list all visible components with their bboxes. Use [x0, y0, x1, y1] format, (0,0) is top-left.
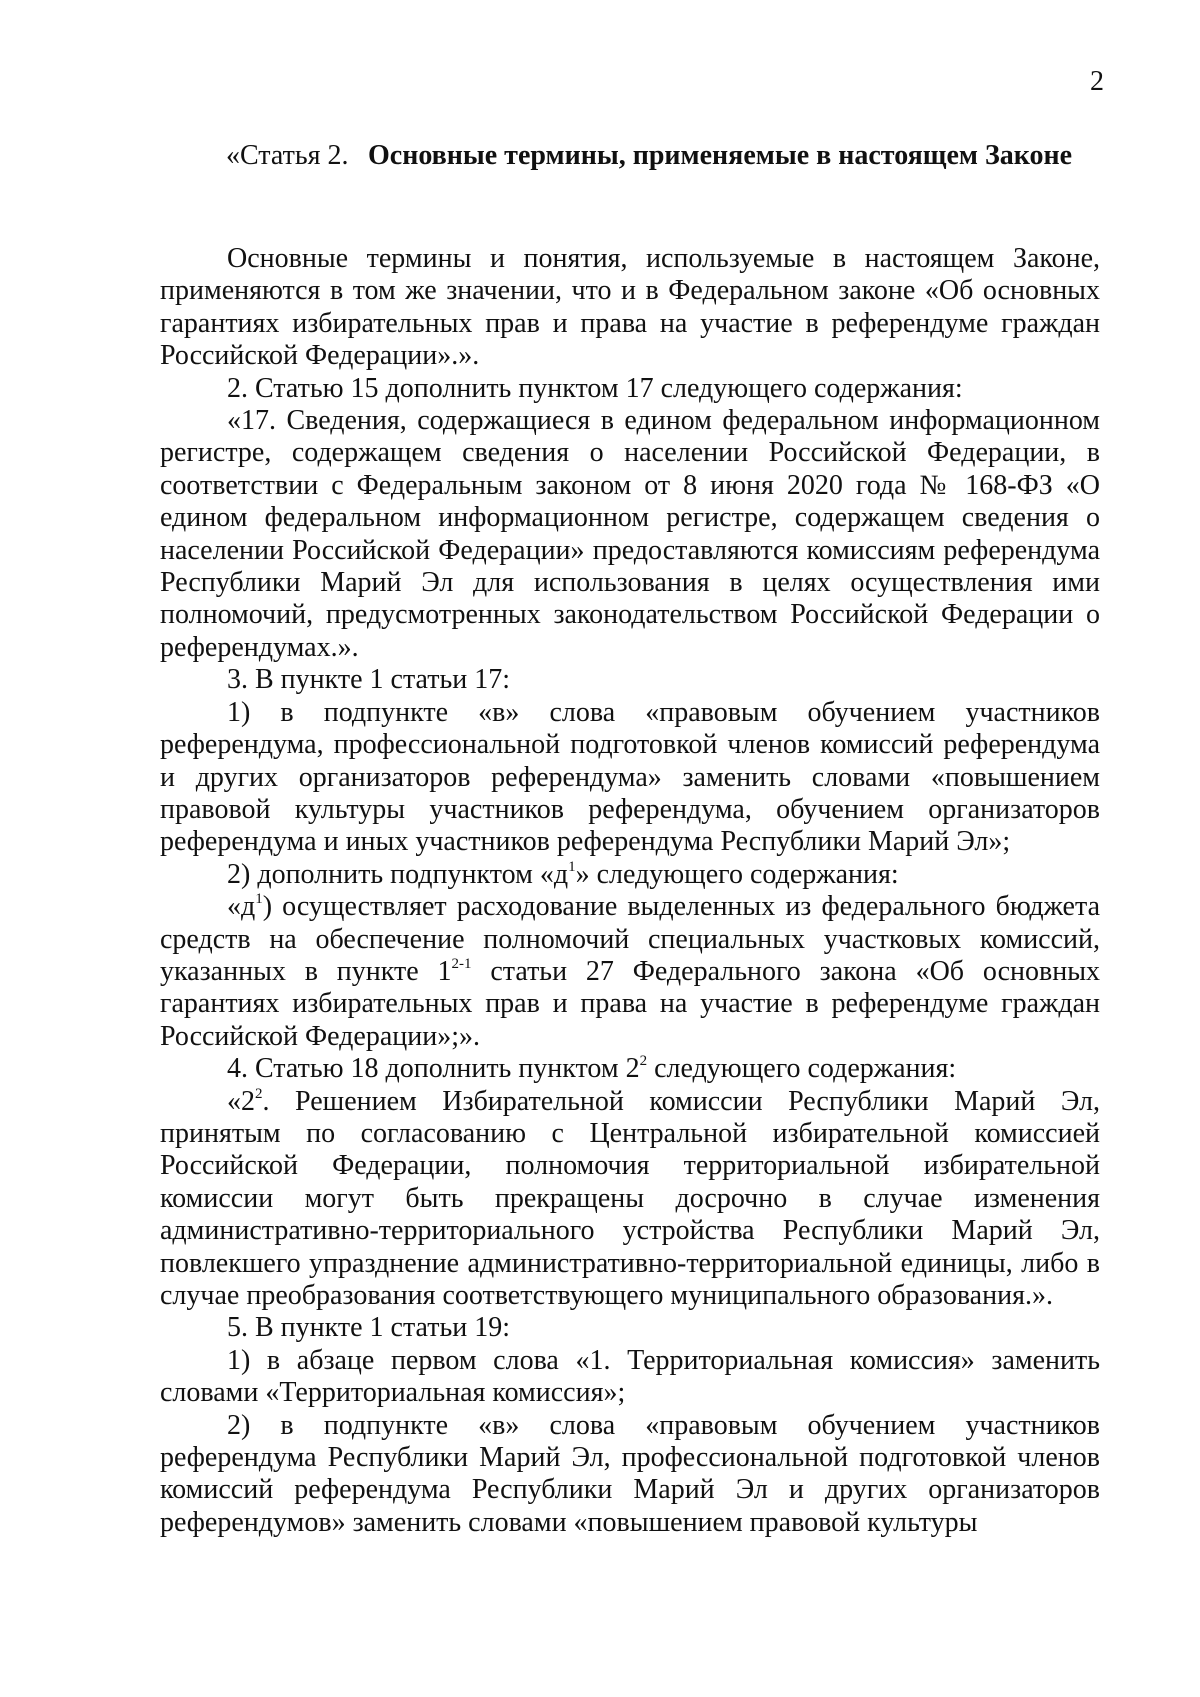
paragraph-item-2-2: [160, 1086, 1100, 1313]
paragraph-subitem-v: [160, 697, 1100, 859]
text-segment: 5. В пункте 1 статьи 19:: [227, 1312, 511, 1344]
paragraph-amendment-2: [160, 373, 1100, 405]
page-number: 2: [1090, 66, 1104, 97]
text-segment: . Решением Избирательной комиссии Республики Марий Эл, принятым по согласованию с Центральной избирательной комиссией Российской Федерации, полномочия территориальной избирательной комиссии могут быть прекращены досрочно в случае изменения административно-территориального устройства Республики Марий Эл, повлекшего упразднение административно-территориальной единицы, либо в случае преобразования соответствующего муниципального образования.».: [160, 1085, 1100, 1311]
paragraph-amendment-4: [160, 1053, 1100, 1085]
paragraph-add-subitem-d1: [160, 859, 1100, 891]
superscript: 2: [255, 1085, 263, 1102]
text-segment: 3. В пункте 1 статьи 17:: [227, 664, 511, 696]
text-segment: » следующего содержания:: [575, 858, 899, 890]
text-segment: «д: [227, 891, 256, 923]
text-segment: 2) дополнить подпунктом «д: [227, 858, 569, 890]
text-segment: 4. Статью 18 дополнить пунктом 2: [227, 1053, 640, 1085]
superscript: 1: [255, 891, 263, 908]
paragraph-terms-definition: [160, 243, 1100, 373]
text-segment: «17. Сведения, содержащиеся в едином федеральном информационном регистре, содержащем сведения о населении Российской Федерации, в соответствии с Федеральным законом от 8 июня 2020 года № 168-ФЗ «О едином федеральном информационном регистре, содержащем сведения о населении Российской Федерации» предоставляются комиссиям референдума Республики Марий Эл для использования в целях осуществления ими полномочий, предусмотренных законодательством Российской Федерации о референдумах.».: [160, 405, 1100, 663]
text-segment: 1) в абзаце первом слова «1. Территориальная комиссия» заменить словами «Территориальная комиссия»;: [160, 1344, 1100, 1409]
text-segment: Основные термины и понятия, используемые в настоящем Законе, применяются в том же значении, что и в Федеральном законе «Об основных гарантиях избирательных прав и права на участие в референдуме граждан Российской Федерации».».: [160, 243, 1100, 372]
superscript: 2-1: [451, 955, 472, 972]
text-segment: «2: [227, 1085, 255, 1117]
text-segment: 1) в подпункте «в» слова «правовым обучением участников референдума, профессиональной подготовкой членов комиссий референдума и других организаторов референдума» заменить словами «повышением правовой культуры участников референдума, обучением организаторов референдума и иных участников референдума Республики Марий Эл»;: [160, 696, 1100, 858]
superscript: 2: [639, 1053, 648, 1070]
text-segment: ) осуществляет расходование выделенных из федерального бюджета средств на обеспечение полномочий специальных участковых комиссий, указанных в пункте 1: [160, 891, 1100, 987]
text-segment: следующего содержания:: [647, 1053, 957, 1085]
paragraph-amendment-5: [160, 1312, 1100, 1344]
paragraph-first-abzac: [160, 1345, 1100, 1410]
article-prefix: «Статья 2.: [226, 140, 349, 171]
text-segment: 2. Статью 15 дополнить пунктом 17 следующего содержания:: [227, 372, 963, 404]
paragraph-subitem-d1-text: [160, 891, 1100, 1053]
paragraph-subitem-v-2: [160, 1410, 1100, 1540]
document-body: [160, 243, 1100, 1539]
text-segment: статьи 27 Федерального закона «Об основных гарантиях избирательных прав и права на участие в референдуме граждан Российской Федерации»;».: [160, 955, 1101, 1052]
superscript: 1: [568, 858, 576, 875]
article-title: Основные термины, применяемые в настоящем Законе: [368, 140, 1073, 171]
paragraph-amendment-3: [160, 664, 1100, 696]
text-segment: 2) в подпункте «в» слова «правовым обучением участников референдума Республики Марий Эл, профессиональной подготовкой членов комиссий референдума Республики Марий Эл и других организаторов референдумов» заменить словами «повышением правовой культуры: [160, 1409, 1100, 1538]
paragraph-item-17: [160, 405, 1100, 664]
